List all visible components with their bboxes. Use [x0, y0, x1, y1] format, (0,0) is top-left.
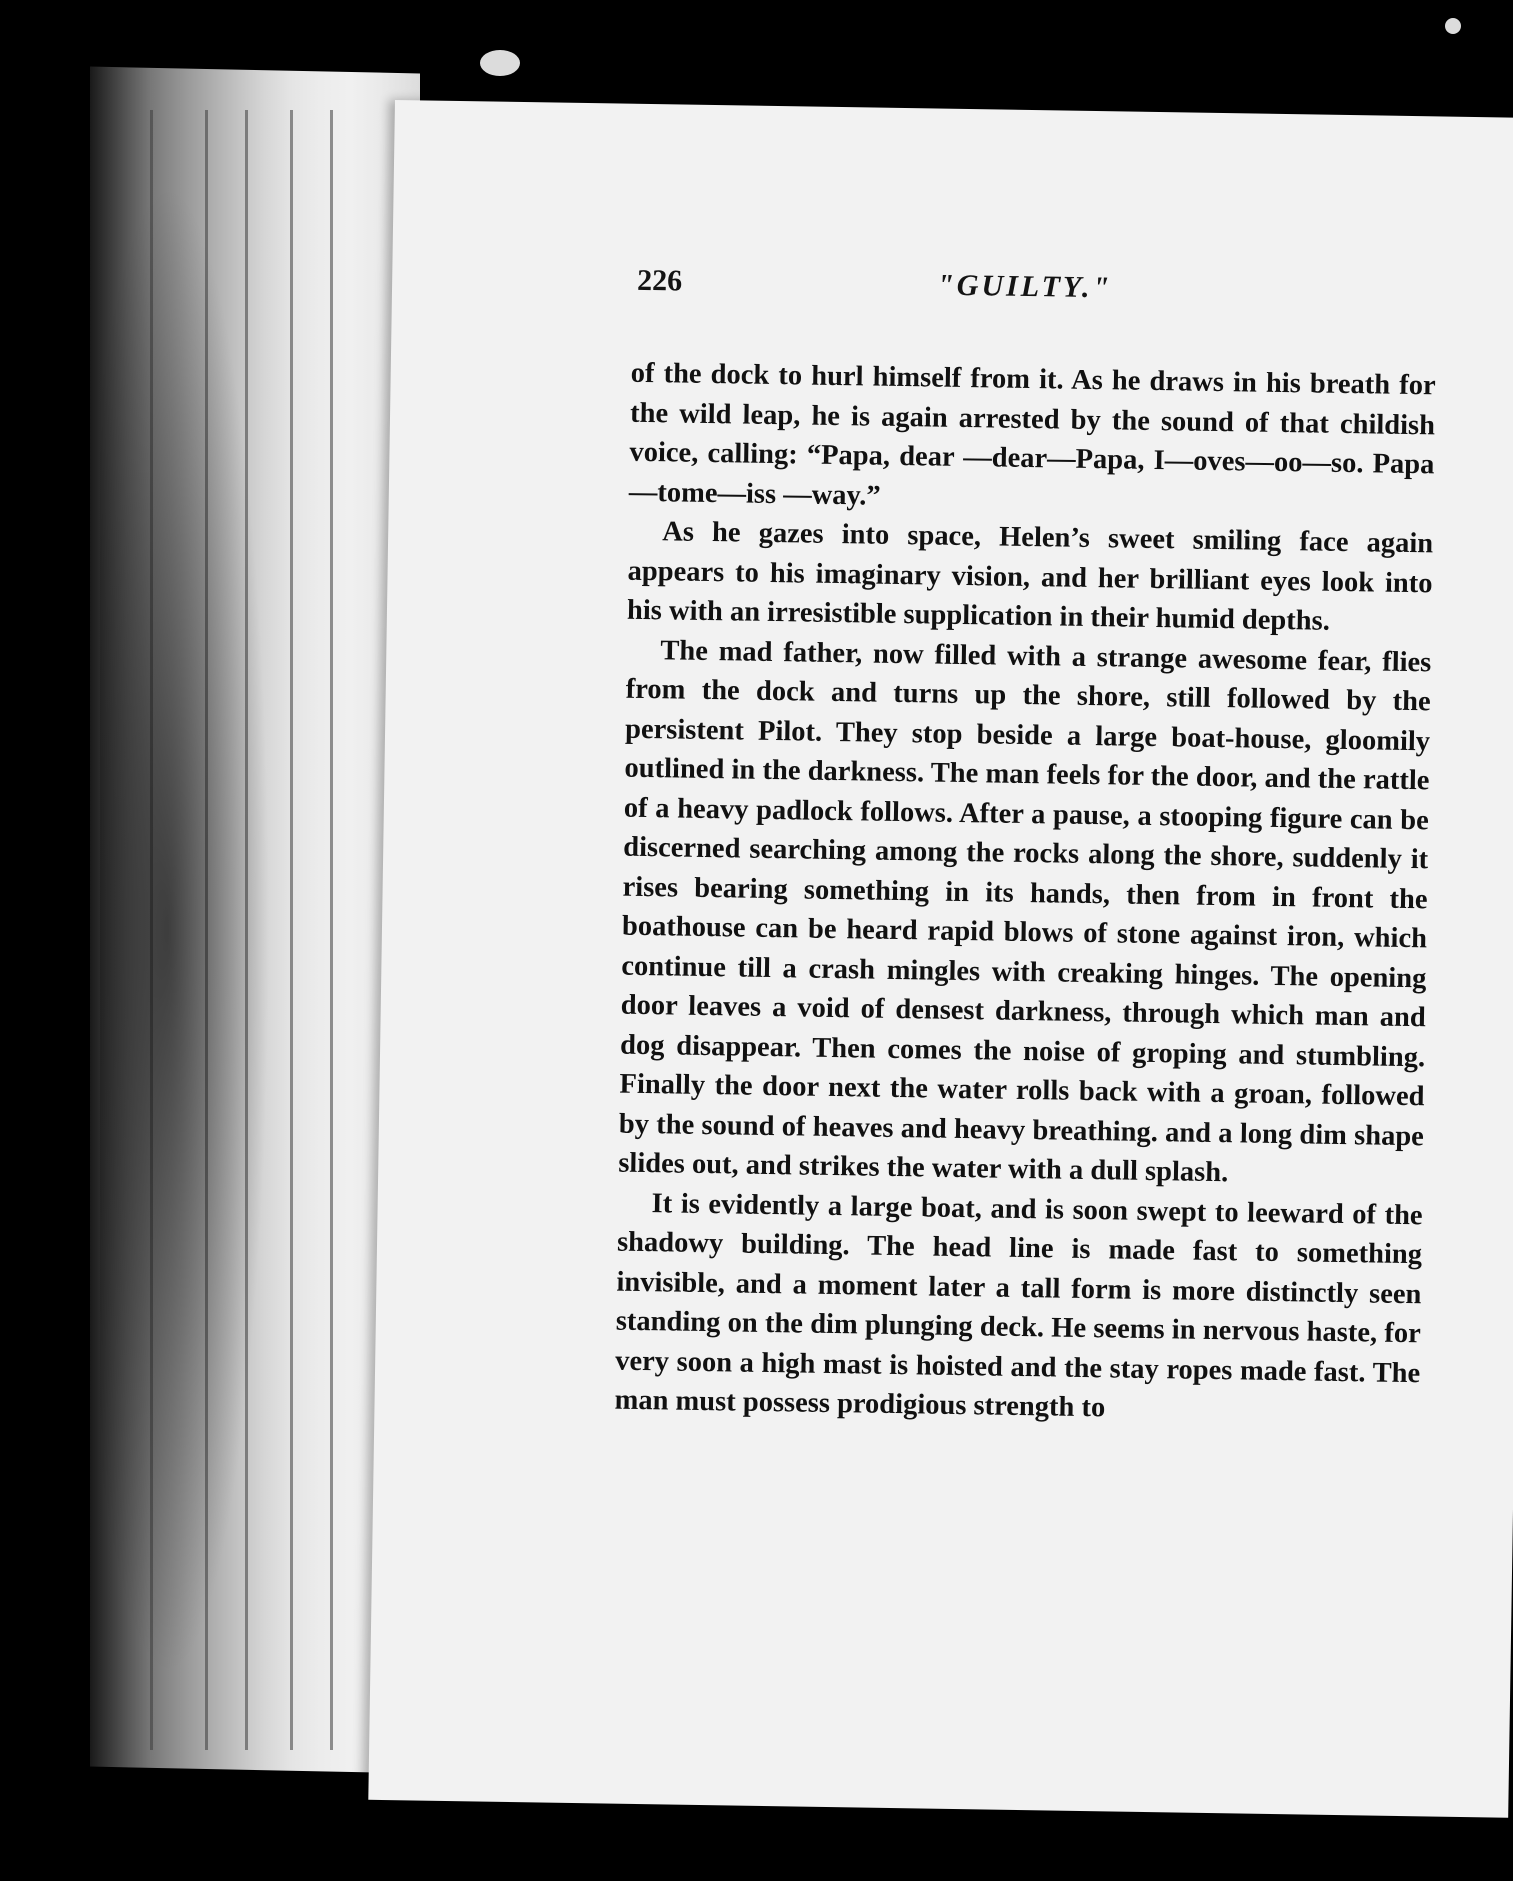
page-edge-line	[330, 110, 333, 1750]
book-page	[368, 100, 1513, 1818]
dust-speck	[1445, 18, 1461, 34]
body-text	[614, 354, 1436, 1433]
paragraph: It is evidently a large boat, and is soon swept to leeward of the shadowy building. The head line is made fast to something invisible, and a moment later a tall form is more distinctly seen standing on the dim plunging deck. He seems in nervous haste, for very soon a high mast is hoisted and the stay ropes made fast. The man must possess prodigious strength to	[614, 1187, 1423, 1424]
dust-speck	[480, 50, 520, 76]
paragraph: of the dock to hurl himself from it. As he draws in his breath for the wild leap, he is again arrested by the sound of that childish voice, calling: “Papa, dear —dear—Papa, I—oves—oo—so. Papa—tome—iss —way.”	[628, 357, 1436, 512]
paragraph: The mad father, now filled with a strange awesome fear, flies from the dock and turns up the shore, still followed by the persistent Pilot. They stop beside a large boat-house, gloomily outlined in the darkness. The man feels for the door, and the rattle of a heavy padlock follows. After a pause, a stooping figure can be discerned searching among the rocks along the shore, suddenly it rises bearing something in its hands, then from in front the boathouse can be heard rapid blows of stone against iron, which continue till a crash mingles with creaking hinges. The opening door leaves a void of densest darkness, through which man and dog disappear. Then comes the noise of groping and stumbling. Finally the door next the water rolls back with a groan, followed by the sound of heaves and heavy breathing. and a long dim shape slides out, and strikes the water with a dull splash.	[618, 634, 1432, 1189]
page-edge-shadow	[100, 180, 270, 1680]
paragraph: As he gazes into space, Helen’s sweet smiling face again appears to his imaginary vision, and her brilliant eyes look into his with an irresistible supplication in their humid depths.	[626, 516, 1434, 637]
running-title: "GUILTY."	[936, 268, 1113, 305]
page-edge-line	[290, 110, 293, 1750]
page-number: 226	[636, 263, 683, 298]
page-header	[637, 264, 1298, 314]
